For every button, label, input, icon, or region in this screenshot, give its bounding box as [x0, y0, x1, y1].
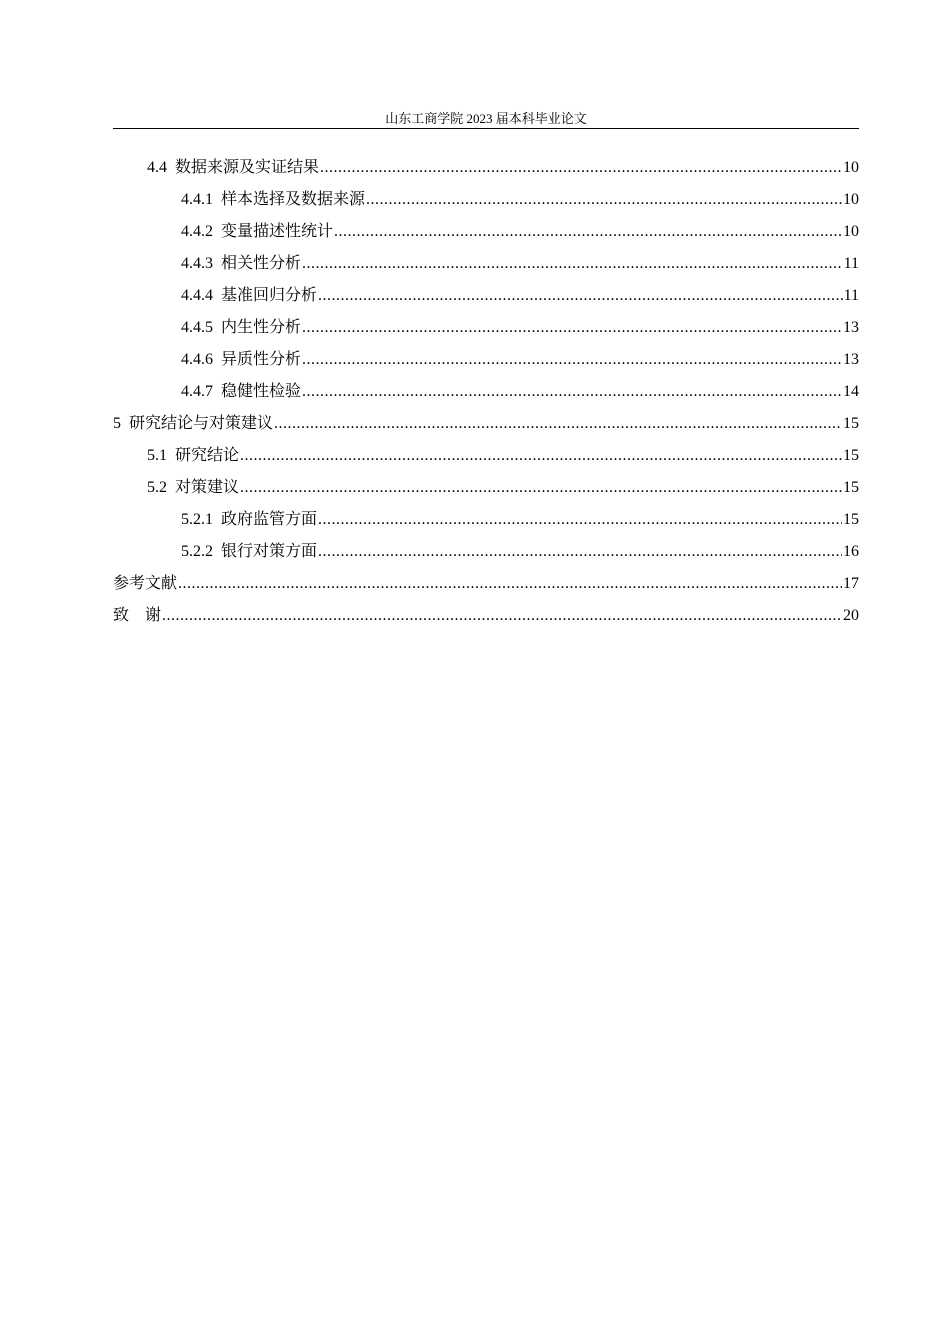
- toc-entry-page: 15: [843, 415, 859, 432]
- toc-entry[interactable]: [113, 221, 859, 253]
- toc-entry-page: 13: [843, 351, 859, 368]
- toc-entry-number: 4.4.1: [181, 191, 213, 208]
- toc-entry-page: 13: [843, 319, 859, 336]
- toc-entry-page: 11: [843, 287, 859, 304]
- toc-entry-title: 研究结论与对策建议: [129, 415, 274, 432]
- toc-entry-title: 参考文献: [113, 575, 178, 592]
- toc-entry-page: 10: [843, 223, 859, 240]
- toc-entry-number: 4.4.4: [181, 287, 213, 304]
- dot-leader: [320, 157, 842, 179]
- toc-entry[interactable]: [113, 413, 859, 445]
- toc-entry[interactable]: [113, 349, 859, 381]
- toc-entry-page: 11: [843, 255, 859, 272]
- toc-entry[interactable]: [113, 285, 859, 317]
- dot-leader: [302, 253, 843, 275]
- dot-leader: [178, 573, 842, 595]
- toc-entry[interactable]: [113, 605, 859, 637]
- toc-entry-number: 4.4.5: [181, 319, 213, 336]
- toc-entry-page: 20: [843, 607, 859, 624]
- toc-entry-page: 10: [843, 159, 859, 176]
- toc-entry-title: 对策建议: [175, 479, 240, 496]
- toc-entry[interactable]: [113, 253, 859, 285]
- dot-leader: [162, 605, 842, 627]
- toc-entry-number: 4.4: [147, 159, 167, 176]
- toc-entry-page: 10: [843, 191, 859, 208]
- toc-entry-title: 内生性分析: [221, 319, 302, 336]
- toc-entry-number: 5: [113, 415, 121, 432]
- dot-leader: [302, 317, 842, 339]
- dot-leader: [318, 285, 843, 307]
- toc-entry-page: 14: [843, 383, 859, 400]
- toc-entry[interactable]: [113, 381, 859, 413]
- toc-entry-title: 数据来源及实证结果: [175, 159, 320, 176]
- toc-entry-page: 15: [843, 447, 859, 464]
- toc-entry[interactable]: [113, 317, 859, 349]
- toc-entry-number: 4.4.6: [181, 351, 213, 368]
- toc-entry[interactable]: [113, 477, 859, 509]
- toc-entry-title: 政府监管方面: [221, 511, 318, 528]
- dot-leader: [302, 381, 842, 403]
- toc-entry[interactable]: [113, 189, 859, 221]
- table-of-contents: [113, 157, 859, 637]
- toc-entry-title: 基准回归分析: [221, 287, 318, 304]
- toc-entry-number: 5.2: [147, 479, 167, 496]
- toc-entry-title: 相关性分析: [221, 255, 302, 272]
- toc-entry-title: 研究结论: [175, 447, 240, 464]
- toc-entry-page: 15: [843, 511, 859, 528]
- dot-leader: [240, 445, 842, 467]
- header-rule: [113, 128, 859, 129]
- toc-entry[interactable]: [113, 541, 859, 573]
- dot-leader: [318, 509, 842, 531]
- dot-leader: [240, 477, 842, 499]
- toc-entry-title: 稳健性检验: [221, 383, 302, 400]
- toc-entry-number: 5.2.2: [181, 543, 213, 560]
- dot-leader: [318, 541, 842, 563]
- toc-entry-page: 17: [843, 575, 859, 592]
- toc-entry[interactable]: [113, 573, 859, 605]
- toc-entry-number: 4.4.2: [181, 223, 213, 240]
- toc-entry[interactable]: [113, 157, 859, 189]
- dot-leader: [274, 413, 842, 435]
- toc-entry-title: 样本选择及数据来源: [221, 191, 366, 208]
- toc-entry-number: 4.4.3: [181, 255, 213, 272]
- toc-entry-page: 15: [843, 479, 859, 496]
- dot-leader: [334, 221, 842, 243]
- dot-leader: [302, 349, 842, 371]
- toc-entry[interactable]: [113, 445, 859, 477]
- toc-entry-number: 4.4.7: [181, 383, 213, 400]
- dot-leader: [366, 189, 842, 211]
- toc-entry-title: 银行对策方面: [221, 543, 318, 560]
- toc-entry[interactable]: [113, 509, 859, 541]
- toc-entry-title: 致 谢: [113, 607, 162, 624]
- toc-entry-title: 变量描述性统计: [221, 223, 334, 240]
- toc-entry-title: 异质性分析: [221, 351, 302, 368]
- toc-entry-number: 5.2.1: [181, 511, 213, 528]
- toc-entry-page: 16: [843, 543, 859, 560]
- running-header: 山东工商学院 2023 届本科毕业论文: [385, 111, 587, 126]
- toc-entry-number: 5.1: [147, 447, 167, 464]
